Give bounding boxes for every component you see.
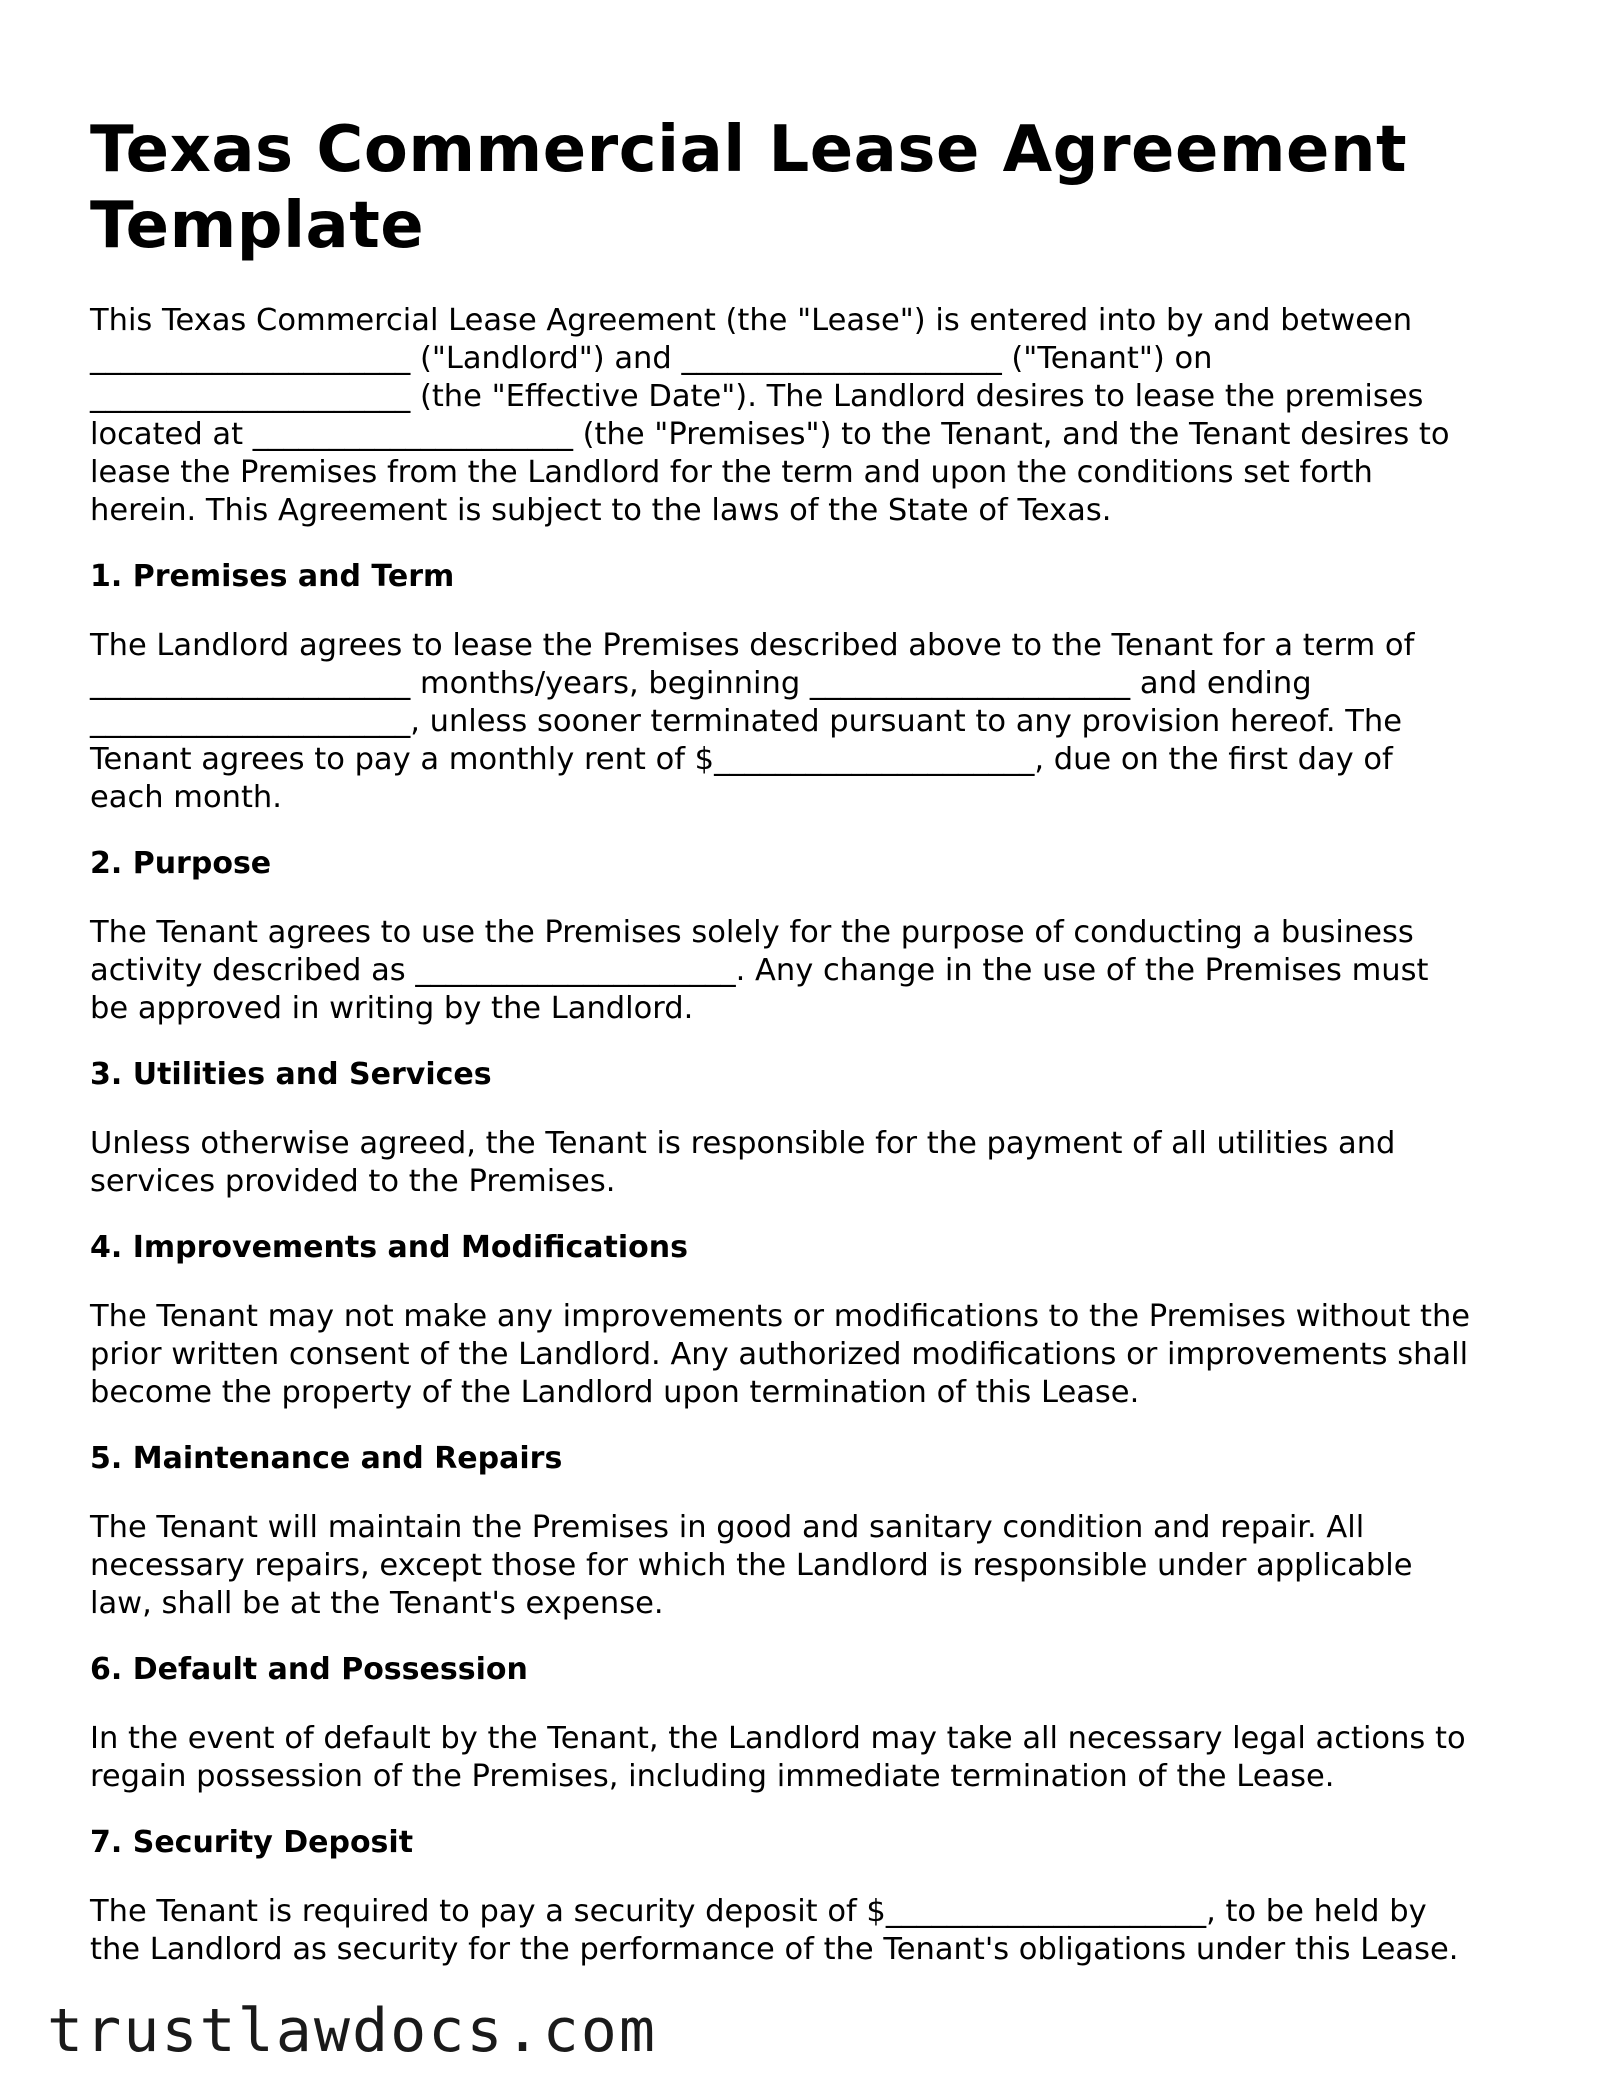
section-4-body: The Tenant may not make any improvements or modifications to the Premises without the prior written consent of the Landlord. Any authorized modifications or improvements shall become the property of the Landlord upon termination of this Lease. (90, 1299, 1471, 1410)
section-2-heading: 2. Purpose (90, 846, 272, 881)
section-4-heading: 4. Improvements and Modifications (90, 1230, 688, 1265)
document-title (90, 112, 1530, 264)
section-1-body: The Landlord agrees to lease the Premises described above to the Tenant for a term of _____________________ months/years, beginning _____________________ and ending _____________________, unless sooner terminated pursuant to any provision hereof. The Tenant agrees to pay a monthly rent of $_____________________, due on the first day of each month. (90, 628, 1415, 815)
title-line-2: Template (90, 189, 425, 263)
section-3-heading: 3. Utilities and Services (90, 1057, 492, 1092)
section-1-heading: 1. Premises and Term (90, 559, 455, 594)
watermark-text: trustlawdocs.com (47, 1996, 657, 2066)
section-5-heading: 5. Maintenance and Repairs (90, 1441, 563, 1476)
section-2-body: The Tenant agrees to use the Premises solely for the purpose of conducting a business activity described as _____________________. Any change in the use of the Premises must be approved in writing by the Landlord. (90, 915, 1429, 1026)
section-3-body: Unless otherwise agreed, the Tenant is responsible for the payment of all utilities and services provided to the Premises. (90, 1126, 1396, 1199)
section-5-body: The Tenant will maintain the Premises in good and sanitary condition and repair. All necessary repairs, except those for which the Landlord is responsible under applicable law, shall be at the Tenant's expense. (90, 1510, 1413, 1621)
section-6-heading: 6. Default and Possession (90, 1652, 528, 1687)
title-line-1: Texas Commercial Lease Agreement (90, 113, 1408, 187)
intro-paragraph: This Texas Commercial Lease Agreement (the "Lease") is entered into by and between _____________________ ("Landlord") and _____________________ ("Tenant") on _____________________ (the "Effective Date"). The Landlord desires to lease the premises located at _____________________ (the "Premises") to the Tenant, and the Tenant desires to lease the Premises from the Landlord for the term and upon the conditions set forth herein. This Agreement is subject to the laws of the State of Texas. (90, 303, 1450, 528)
document-page (90, 112, 1530, 1969)
section-6-body: In the event of default by the Tenant, the Landlord may take all necessary legal actions to regain possession of the Premises, including immediate termination of the Lease. (90, 1721, 1466, 1794)
section-7-body: The Tenant is required to pay a security deposit of $_____________________, to be held by the Landlord as security for the performance of the Tenant's obligations under this Lease. (90, 1894, 1459, 1967)
section-7-heading: 7. Security Deposit (90, 1825, 414, 1860)
